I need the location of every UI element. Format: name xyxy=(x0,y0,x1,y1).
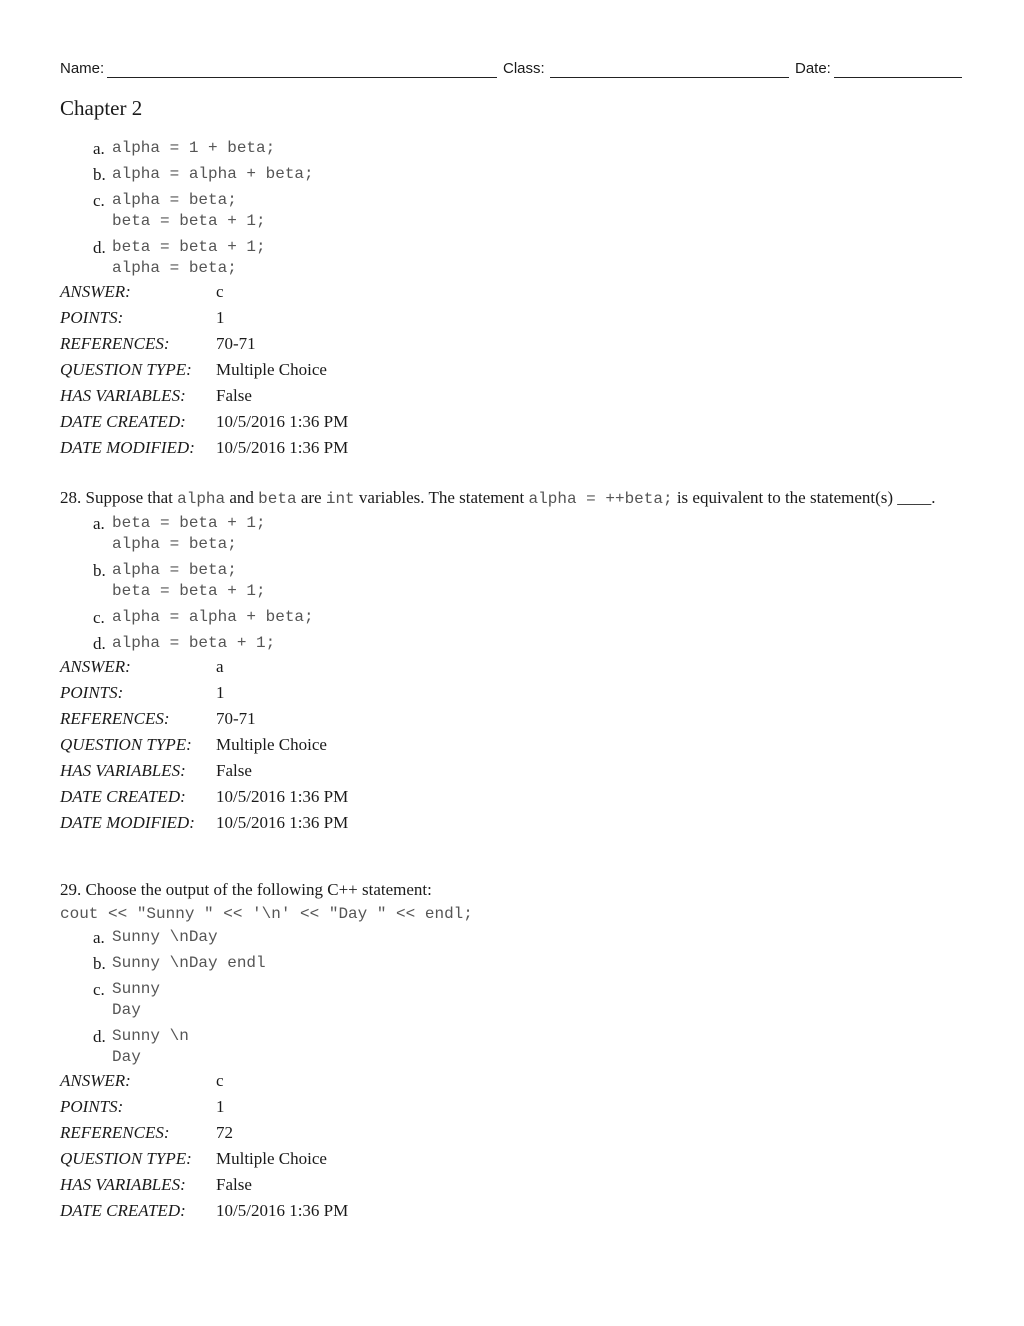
option-code-line: beta = beta + 1; xyxy=(112,514,266,532)
answer-option xyxy=(60,164,964,185)
metadata-row xyxy=(60,436,964,462)
metadata-key: HAS VARIABLES: xyxy=(60,761,186,780)
metadata-value: Multiple Choice xyxy=(216,735,327,754)
metadata-key: QUESTION TYPE: xyxy=(60,360,192,379)
metadata-row xyxy=(60,1069,964,1095)
metadata-row xyxy=(60,655,964,681)
answer-option xyxy=(60,979,964,1021)
option-code-line: beta = beta + 1; xyxy=(112,582,266,600)
option-letter: c. xyxy=(93,608,105,627)
option-letter: a. xyxy=(93,139,105,158)
question-27 xyxy=(60,138,964,462)
q28-text-1: 28. Suppose that xyxy=(60,488,178,507)
option-code-line: alpha = alpha + beta; xyxy=(112,165,314,183)
chapter-title: Chapter 2 xyxy=(60,96,143,120)
q28-code-int: int xyxy=(325,490,355,508)
name-blank xyxy=(107,77,497,78)
option-code-line: Sunny \n xyxy=(112,1027,189,1045)
class-blank xyxy=(550,77,789,78)
metadata-value: 1 xyxy=(216,1097,225,1116)
question-28 xyxy=(60,486,964,837)
question-28-text xyxy=(60,486,964,511)
q28-text-5: is equivalent to the statement(s) ____. xyxy=(672,488,936,507)
option-letter: b. xyxy=(93,954,106,973)
metadata-value: 10/5/2016 1:36 PM xyxy=(216,1201,349,1220)
metadata-key: REFERENCES: xyxy=(60,709,170,728)
metadata-value: 10/5/2016 1:36 PM xyxy=(216,438,349,457)
page-header xyxy=(60,60,964,82)
metadata-row xyxy=(60,1121,964,1147)
question-28-metadata xyxy=(60,655,964,837)
option-code-line: alpha = alpha + beta; xyxy=(112,608,314,626)
metadata-value: c xyxy=(216,282,224,301)
q28-code-alpha: alpha xyxy=(177,490,226,508)
option-code-line: Sunny \nDay endl xyxy=(112,954,266,972)
answer-option xyxy=(60,633,964,654)
metadata-key: ANSWER: xyxy=(60,1071,131,1090)
metadata-value: 1 xyxy=(216,683,225,702)
metadata-row xyxy=(60,1199,964,1225)
metadata-key: DATE CREATED: xyxy=(60,412,186,431)
metadata-key: POINTS: xyxy=(60,1097,124,1116)
option-letter: c. xyxy=(93,191,105,210)
metadata-key: ANSWER: xyxy=(60,282,131,301)
metadata-value: 70-71 xyxy=(216,334,256,353)
option-code-line: beta = beta + 1; xyxy=(112,212,266,230)
q28-code-statement: alpha = ++beta; xyxy=(528,490,673,508)
metadata-value: 10/5/2016 1:36 PM xyxy=(216,787,349,806)
question-29-options xyxy=(60,927,964,1068)
metadata-value: Multiple Choice xyxy=(216,1149,327,1168)
option-letter: a. xyxy=(93,928,105,947)
metadata-value: 70-71 xyxy=(216,709,256,728)
metadata-key: HAS VARIABLES: xyxy=(60,386,186,405)
metadata-row xyxy=(60,1095,964,1121)
answer-option xyxy=(60,513,964,555)
option-letter: c. xyxy=(93,980,105,999)
q28-text-2: and xyxy=(225,488,259,507)
metadata-key: HAS VARIABLES: xyxy=(60,1175,186,1194)
answer-option xyxy=(60,190,964,232)
metadata-value: False xyxy=(216,386,252,405)
question-29 xyxy=(60,878,964,1225)
name-label: Name: xyxy=(60,60,105,77)
metadata-key: REFERENCES: xyxy=(60,1123,170,1142)
q28-code-beta: beta xyxy=(258,490,297,508)
option-code-line: alpha = beta; xyxy=(112,191,237,209)
metadata-row xyxy=(60,733,964,759)
option-letter: b. xyxy=(93,561,106,580)
date-label: Date: xyxy=(795,60,831,77)
answer-option xyxy=(60,927,964,948)
option-code-line: Sunny xyxy=(112,980,161,998)
metadata-key: POINTS: xyxy=(60,308,124,327)
metadata-row xyxy=(60,280,964,306)
metadata-row xyxy=(60,811,964,837)
metadata-key: REFERENCES: xyxy=(60,334,170,353)
metadata-value: c xyxy=(216,1071,224,1090)
q28-text-3: are xyxy=(296,488,326,507)
q28-text-4: variables. The statement xyxy=(354,488,529,507)
metadata-key: QUESTION TYPE: xyxy=(60,735,192,754)
answer-option xyxy=(60,607,964,628)
metadata-row xyxy=(60,1147,964,1173)
metadata-key: DATE MODIFIED: xyxy=(60,438,195,457)
metadata-row xyxy=(60,1173,964,1199)
metadata-value: False xyxy=(216,1175,252,1194)
option-code-line: alpha = beta; xyxy=(112,561,237,579)
metadata-key: DATE CREATED: xyxy=(60,787,186,806)
answer-option xyxy=(60,237,964,279)
option-code-line: alpha = beta; xyxy=(112,259,237,277)
answer-option xyxy=(60,953,964,974)
metadata-row xyxy=(60,410,964,436)
option-code-line: alpha = 1 + beta; xyxy=(112,139,276,157)
metadata-row xyxy=(60,785,964,811)
date-blank xyxy=(834,77,962,78)
metadata-row xyxy=(60,306,964,332)
metadata-row xyxy=(60,384,964,410)
metadata-row xyxy=(60,332,964,358)
option-letter: d. xyxy=(93,238,106,257)
question-29-code: cout << "Sunny " << '\n' << "Day " << endl; xyxy=(60,905,473,923)
answer-option xyxy=(60,1026,964,1068)
metadata-value: 10/5/2016 1:36 PM xyxy=(216,813,349,832)
class-label: Class: xyxy=(503,60,545,77)
metadata-value: a xyxy=(216,657,224,676)
question-29-metadata xyxy=(60,1069,964,1225)
metadata-key: ANSWER: xyxy=(60,657,131,676)
metadata-row xyxy=(60,681,964,707)
metadata-row xyxy=(60,759,964,785)
option-code-line: alpha = beta; xyxy=(112,535,237,553)
option-letter: a. xyxy=(93,514,105,533)
metadata-value: 10/5/2016 1:36 PM xyxy=(216,412,349,431)
option-code-line: Day xyxy=(112,1048,141,1066)
metadata-key: POINTS: xyxy=(60,683,124,702)
answer-option xyxy=(60,138,964,159)
answer-option xyxy=(60,560,964,602)
option-letter: b. xyxy=(93,165,106,184)
question-27-options xyxy=(60,138,964,279)
metadata-key: QUESTION TYPE: xyxy=(60,1149,192,1168)
metadata-value: False xyxy=(216,761,252,780)
metadata-key: DATE MODIFIED: xyxy=(60,813,195,832)
option-code-line: alpha = beta + 1; xyxy=(112,634,276,652)
metadata-value: Multiple Choice xyxy=(216,360,327,379)
option-letter: d. xyxy=(93,634,106,653)
question-28-options xyxy=(60,513,964,654)
metadata-row xyxy=(60,358,964,384)
metadata-row xyxy=(60,707,964,733)
option-letter: d. xyxy=(93,1027,106,1046)
metadata-value: 72 xyxy=(216,1123,233,1142)
option-code-line: Sunny \nDay xyxy=(112,928,218,946)
option-code-line: Day xyxy=(112,1001,141,1019)
question-29-text: 29. Choose the output of the following C++ statement: xyxy=(60,880,432,899)
option-code-line: beta = beta + 1; xyxy=(112,238,266,256)
metadata-value: 1 xyxy=(216,308,225,327)
question-27-metadata xyxy=(60,280,964,462)
metadata-key: DATE CREATED: xyxy=(60,1201,186,1220)
